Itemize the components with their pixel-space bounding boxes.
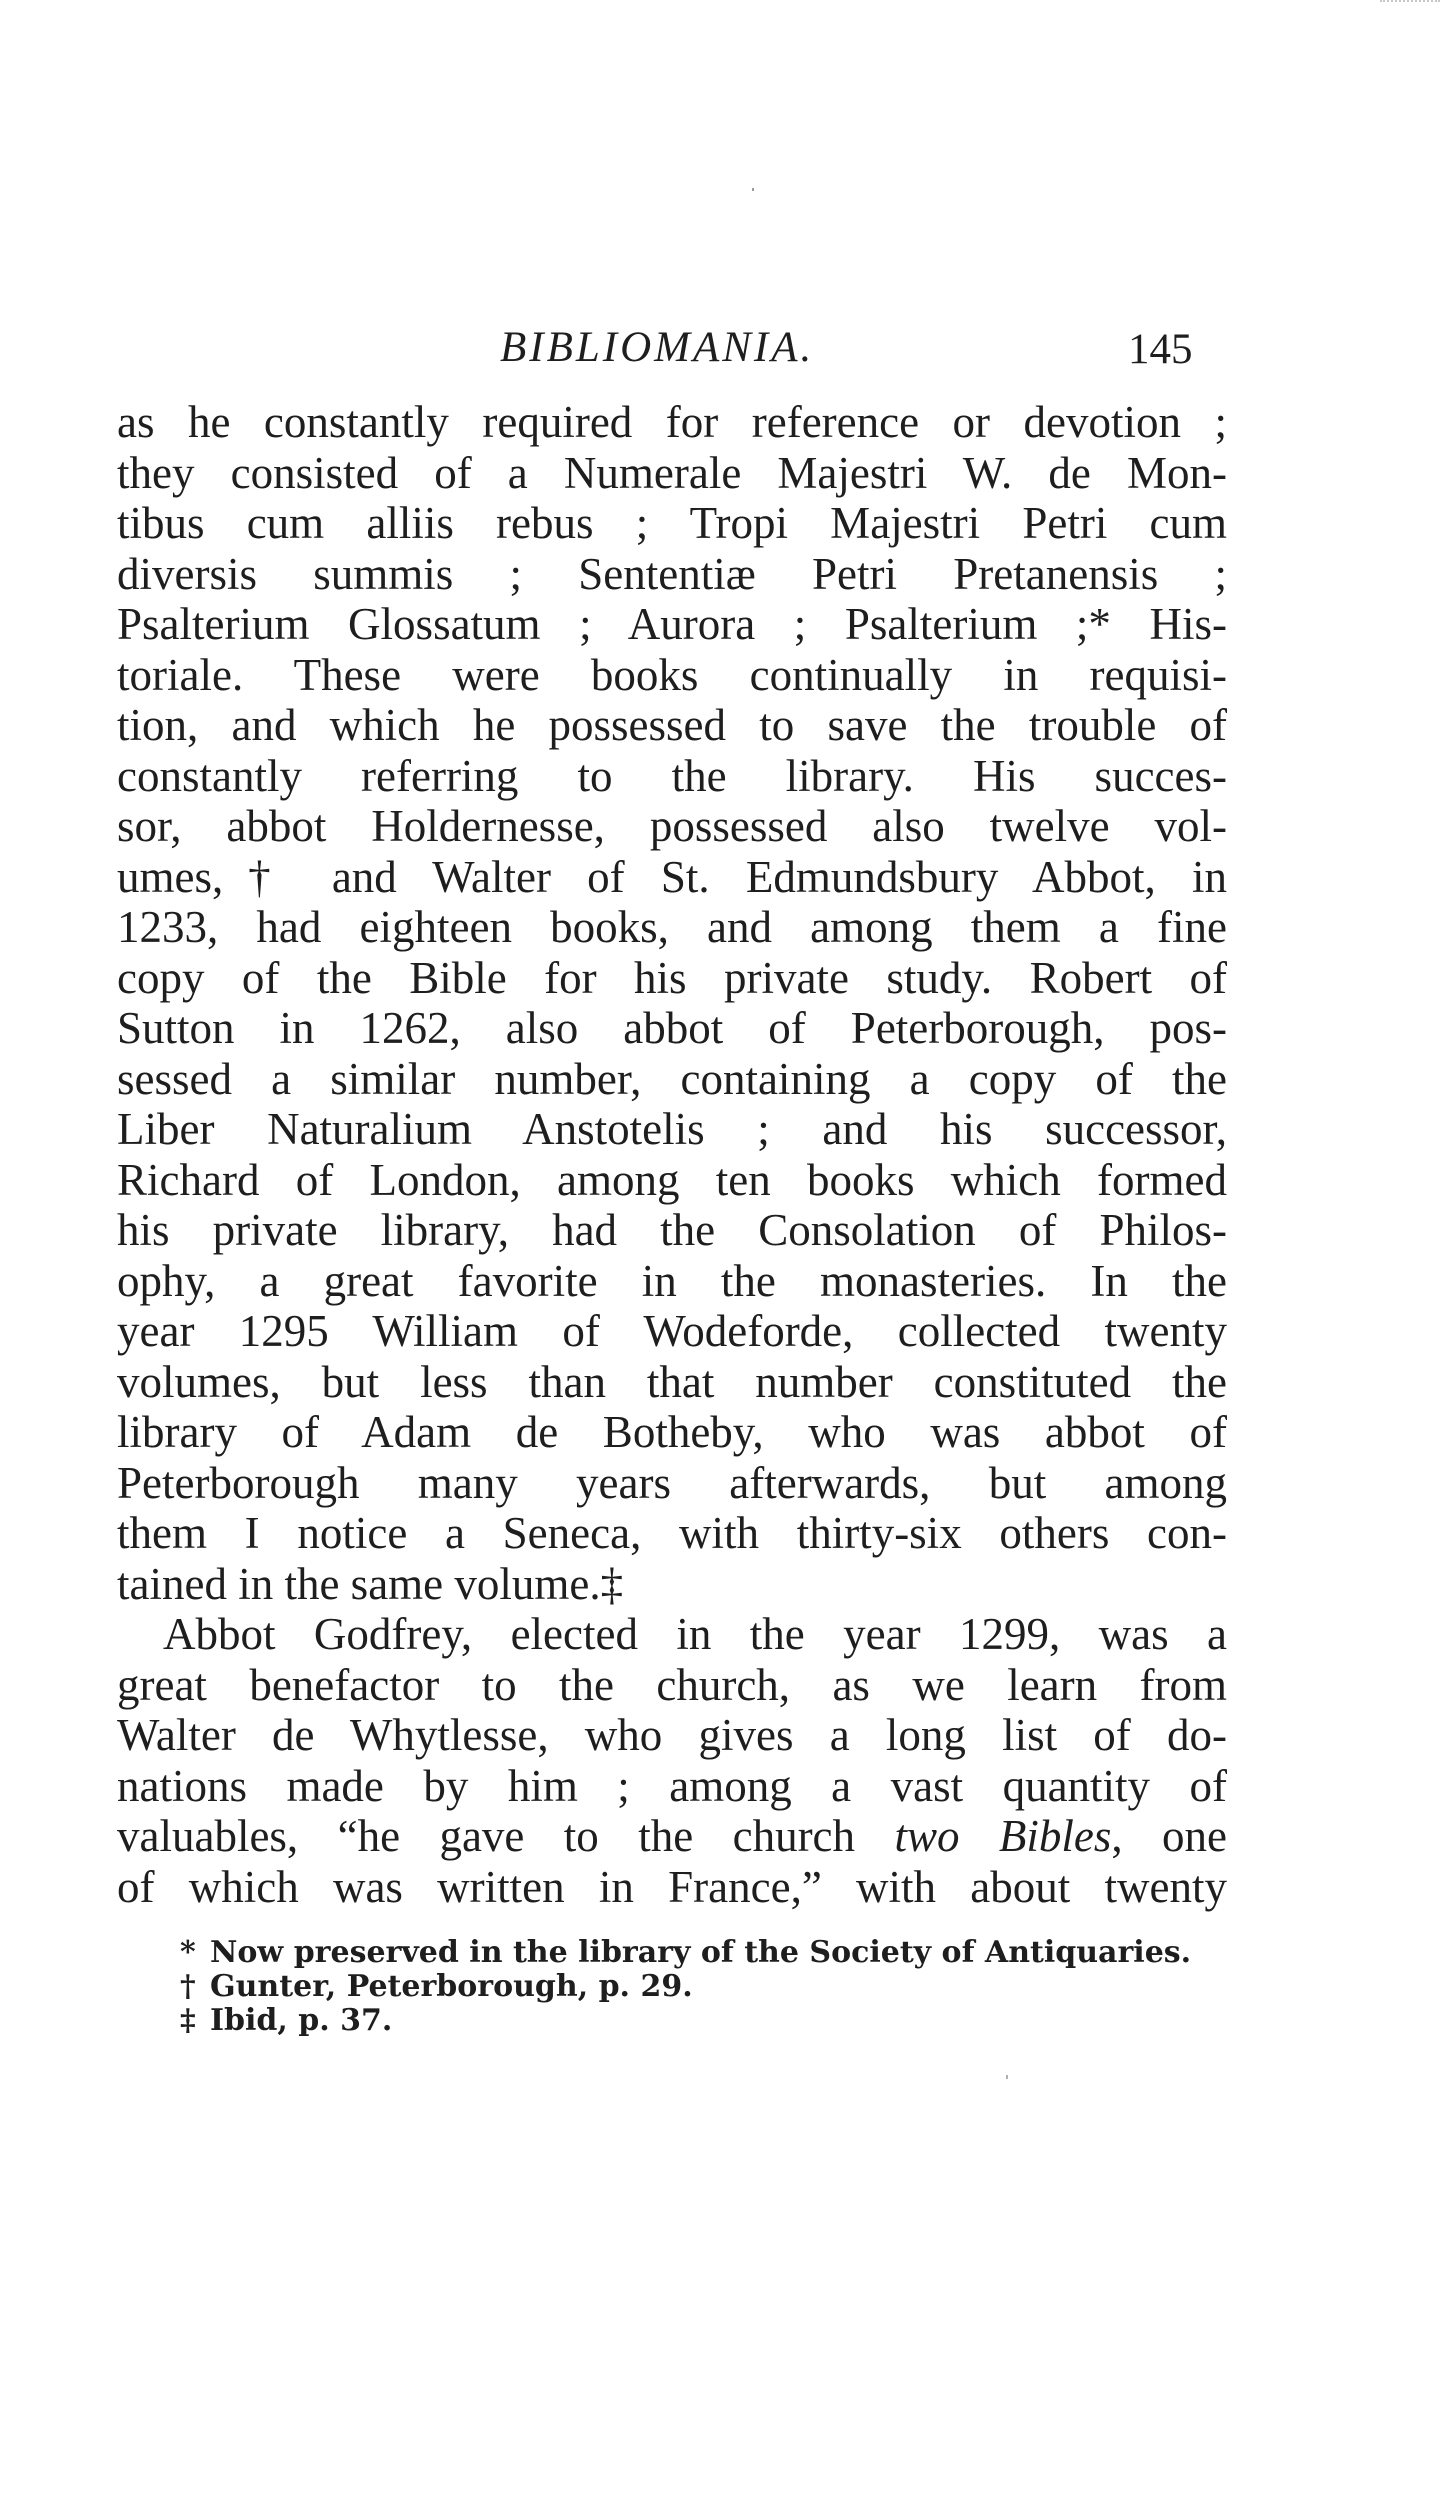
text-line: they consisted of a Numerale Majestri W. de Mon- xyxy=(117,447,1227,498)
text-line: Peterborough many years afterwards, but among xyxy=(117,1457,1227,1508)
text-segment: , one xyxy=(1111,1811,1227,1861)
footnote xyxy=(180,1970,1180,2004)
text-line: Psalterium Glossatum ; Aurora ; Psalterium ;* His- xyxy=(117,599,1227,649)
scan-speck xyxy=(1006,2075,1008,2079)
text-line: of which was written in France,” with about twenty xyxy=(117,1861,1227,1912)
text-line: sor, abbot Holdernesse, possessed also twelve vol- xyxy=(117,801,1227,851)
text-line: 1233, had eighteen books, and among them a fine xyxy=(117,902,1227,952)
footnote xyxy=(180,1935,1192,1970)
text-line: great benefactor to the church, as we learn from xyxy=(117,1659,1227,1710)
text-line-with-italic xyxy=(117,1811,1227,1862)
footnote-text: Now preserved in the library of the Society of Antiquaries. xyxy=(210,1935,1192,1970)
text-line: tained in the same volume.‡ xyxy=(117,1558,624,1609)
body-text xyxy=(117,397,1227,1912)
text-line: umes,† and Walter of St. Edmundsbury Abbot, in xyxy=(117,851,1227,902)
text-line: toriale. These were books continually in requisi- xyxy=(117,649,1227,700)
text-line: constantly referring to the library. His succes- xyxy=(117,750,1227,801)
footnote-text: Gunter, Peterborough, p. 29. xyxy=(210,1969,693,2004)
footnote-mark: † xyxy=(180,1969,196,2004)
footnotes xyxy=(180,1935,1192,2038)
footnote-text: Ibid, p. 37. xyxy=(210,2003,393,2038)
text-line: Walter de Whytlesse, who gives a long list of do- xyxy=(117,1710,1227,1760)
text-line: tibus cum alliis rebus ; Tropi Majestri Petri cum xyxy=(117,498,1227,548)
text-line: Liber Naturalium Anstotelis ; and his successor, xyxy=(117,1104,1227,1154)
text-line: tion, and which he possessed to save the trouble of xyxy=(117,700,1227,750)
scan-edge-mark xyxy=(1380,0,1440,4)
text-segment: valuables, “he gave to the church xyxy=(117,1811,895,1861)
page-header xyxy=(0,318,1447,378)
footnote-mark: * xyxy=(180,1935,196,1970)
text-line: sessed a similar number, containing a copy of the xyxy=(117,1053,1227,1104)
text-line: Sutton in 1262, also abbot of Peterborough, pos- xyxy=(117,1003,1227,1053)
running-title: BIBLIOMANIA. xyxy=(500,324,815,371)
text-line: library of Adam de Botheby, who was abbot of xyxy=(117,1407,1227,1457)
text-line: year 1295 William of Wodeforde, collected twenty xyxy=(117,1306,1227,1356)
footnote-mark: ‡ xyxy=(180,2003,196,2038)
text-line: them I notice a Seneca, with thirty-six others con- xyxy=(117,1508,1227,1558)
text-line: Richard of London, among ten books which formed xyxy=(117,1154,1227,1205)
text-line: volumes, but less than that number constituted the xyxy=(117,1356,1227,1407)
text-line: nations made by him ; among a vast quantity of xyxy=(117,1760,1227,1811)
text-line: as he constantly required for reference or devotion ; xyxy=(117,397,1227,447)
scan-speck xyxy=(752,188,754,191)
page-number: 145 xyxy=(1128,326,1193,373)
text-line: copy of the Bible for his private study. Robert of xyxy=(117,952,1227,1003)
text-line: ophy, a great favorite in the monasteries. In the xyxy=(117,1255,1227,1306)
footnote xyxy=(180,2004,1180,2038)
italic-title: two Bibles xyxy=(894,1811,1112,1861)
text-line: diversis summis ; Sententiæ Petri Pretanensis ; xyxy=(117,548,1227,599)
paragraph-start-line: Abbot Godfrey, elected in the year 1299, was a xyxy=(163,1609,1227,1659)
text-line: his private library, had the Consolation of Philos- xyxy=(117,1205,1227,1255)
